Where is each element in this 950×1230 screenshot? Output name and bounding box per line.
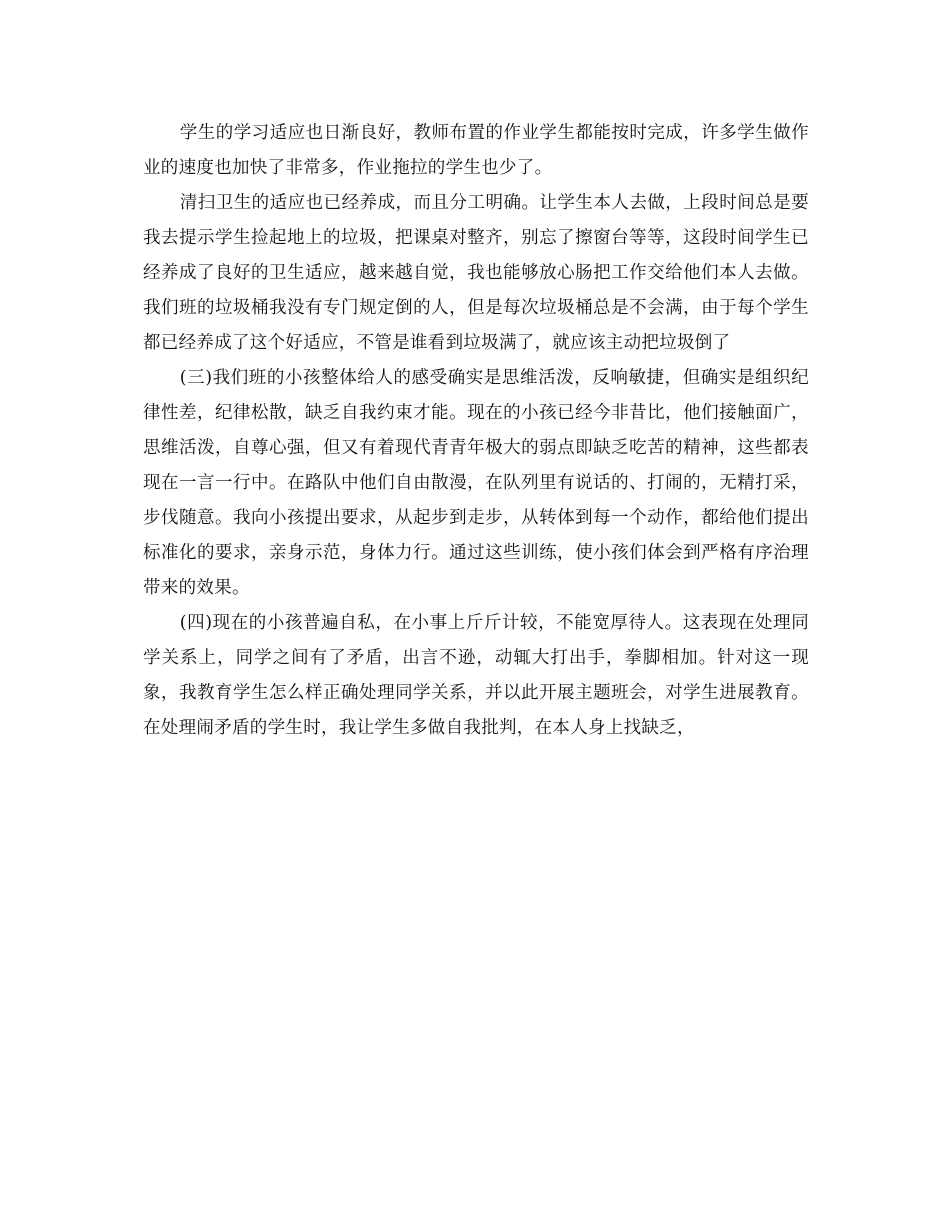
document-body <box>143 116 809 746</box>
paragraph-cleaning-habits: 清扫卫生的适应也已经养成，而且分工明确。让学生本人去做，上段时间总是要我去提示学生捡起地上的垃圾，把课桌对整齐，别忘了擦窗台等等，这段时间学生已经养成了良好的卫生适应，越来越自觉，我也能够放心肠把工作交给他们本人去做。我们班的垃圾桶我没有专门规定倒的人，但是每次垃圾桶总是不会满，由于每个学生都已经养成了这个好适应，不管是谁看到垃圾满了，就应该主动把垃圾倒了 <box>143 193 809 353</box>
paragraph-discipline: (三)我们班的小孩整体给人的感受确实是思维活泼，反响敏捷，但确实是组织纪律性差，纪律松散，缺乏自我约束才能。现在的小孩已经今非昔比，他们接触面广，思维活泼，自尊心强，但又有着现代青青年极大的弱点即缺乏吃苦的精神，这些都表现在一言一行中。在路队中他们自由散漫，在队列里有说话的、打闹的，无精打采，步伐随意。我向小孩提出要求，从起步到走步，从转体到每一个动作，都给他们提出标准化的要求，亲身示范，身体力行。通过这些训练，使小孩们体会到严格有序治理带来的效果。 <box>143 368 809 598</box>
paragraph-study-habits: 学生的学习适应也日渐良好，教师布置的作业学生都能按时完成，许多学生做作业的速度也加快了非常多，作业拖拉的学生也少了。 <box>143 123 809 178</box>
paragraph-classmate-relations: (四)现在的小孩普遍自私，在小事上斤斤计较，不能宽厚待人。这表现在处理同学关系上，同学之间有了矛盾，出言不逊，动辄大打出手，拳脚相加。针对这一现象，我教育学生怎么样正确处理同学关系，并以此开展主题班会，对学生进展教育。在处理闹矛盾的学生时，我让学生多做自我批判，在本人身上找缺乏， <box>143 613 809 738</box>
